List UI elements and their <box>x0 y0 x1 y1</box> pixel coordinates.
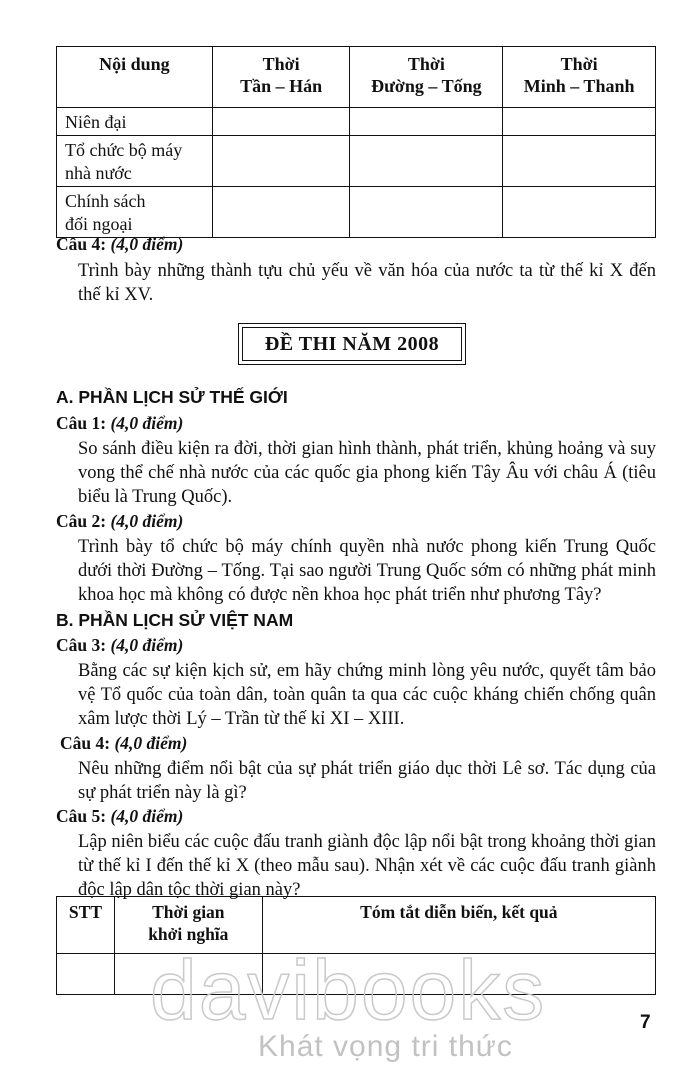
comparison-table <box>56 46 656 238</box>
page-number: 7 <box>640 1012 651 1033</box>
section-a-heading: A. PHẦN LỊCH SỬ THẾ GIỚI <box>56 387 288 407</box>
banner-title: ĐỀ THI NĂM 2008 <box>242 327 462 361</box>
table-cell <box>503 187 656 238</box>
question-2-heading: Câu 2: (4,0 điểm) <box>56 511 184 531</box>
table-cell <box>212 187 350 238</box>
table-cell <box>212 108 350 136</box>
question-5-text: Lập niên biểu các cuộc đấu tranh giành độc lập nổi bật trong khoảng thời gian từ thế kỉ I đến thế kỉ X (theo mẫu sau). Nhận xét về các cuộc đấu tranh giành độc lập dân tộc thời gian này? <box>78 832 656 900</box>
table-cell <box>57 954 115 995</box>
table1-header-tan-han: Thời Tần – Hán <box>212 47 350 108</box>
watermark-brand: davibooks <box>150 943 547 1037</box>
table1-row-label: Chính sách đối ngoại <box>57 187 213 238</box>
table1-header-content: Nội dung <box>57 47 213 108</box>
question-1-heading: Câu 1: (4,0 điểm) <box>56 413 184 433</box>
table-cell <box>350 136 503 187</box>
table2-header-time: Thời gian khởi nghĩa <box>114 897 262 954</box>
question-4b-heading: Câu 4: (4,0 điểm) <box>60 733 188 753</box>
table-cell <box>212 136 350 187</box>
question-1-text: So sánh điều kiện ra đời, thời gian hình thành, phát triển, khủng hoảng và suy vong thể chế nhà nước của các quốc gia phong kiến Tây Âu với châu Á (tiêu biểu là Trung Quốc). <box>78 439 656 507</box>
table2-header-stt: STT <box>57 897 115 954</box>
question-3-text: Bằng các sự kiện kịch sử, em hãy chứng minh lòng yêu nước, quyết tâm bảo vệ Tổ quốc của toàn dân, toàn quân ta qua các cuộc kháng chiến chống quân xâm lược thời Lý – Trần từ thế kỉ XI – XIII. <box>78 661 656 729</box>
question-4a-heading: Câu 4: (4,0 điểm) <box>56 234 184 254</box>
table-cell <box>503 136 656 187</box>
section-b-heading: B. PHẦN LỊCH SỬ VIỆT NAM <box>56 610 294 630</box>
table-cell <box>350 108 503 136</box>
exam-year-banner <box>238 323 466 365</box>
question-2-text: Trình bày tổ chức bộ máy chính quyền nhà nước phong kiến Trung Quốc dưới thời Đường – Tống. Tại sao người Trung Quốc sớm có những phát minh khoa học mà không có được nền khoa học phát triển như phương Tây? <box>78 537 656 605</box>
table2-header-summary: Tóm tắt diễn biến, kết quả <box>262 897 655 954</box>
watermark-slogan: Khát vọng tri thức <box>258 1030 513 1063</box>
question-5-heading: Câu 5: (4,0 điểm) <box>56 806 184 826</box>
table1-row-label: Niên đại <box>57 108 213 136</box>
question-4b-text: Nêu những điểm nổi bật của sự phát triển giáo dục thời Lê sơ. Tác dụng của sự phát triển này là gì? <box>78 759 656 803</box>
question-3-heading: Câu 3: (4,0 điểm) <box>56 635 184 655</box>
table1-row-label: Tổ chức bộ máy nhà nước <box>57 136 213 187</box>
table1-header-minh-thanh: Thời Minh – Thanh <box>503 47 656 108</box>
table-cell <box>350 187 503 238</box>
table-row <box>57 108 656 136</box>
question-4a-text: Trình bày những thành tựu chủ yếu về văn hóa của nước ta từ thế kỉ X đến thế kỉ XV. <box>78 261 656 305</box>
table-row <box>57 187 656 238</box>
table-cell <box>503 108 656 136</box>
table1-header-duong-tong: Thời Đường – Tống <box>350 47 503 108</box>
table-row <box>57 136 656 187</box>
